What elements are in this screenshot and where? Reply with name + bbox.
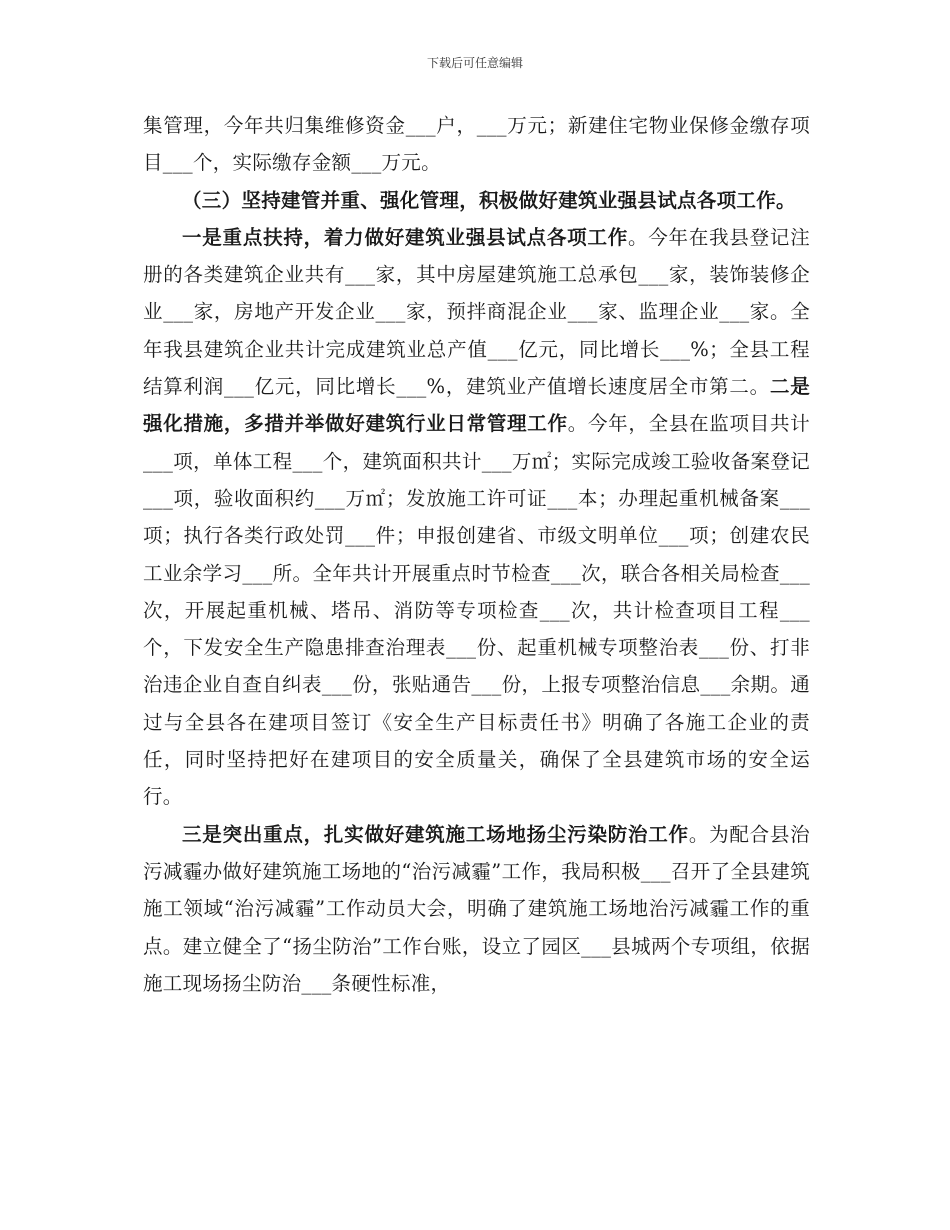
bold-lead-3: 三是突出重点，扎实做好建筑施工场地扬尘污染防治工作 <box>182 822 689 846</box>
paragraph-continuation: 集管理，今年共归集维修资金___户，___万元；新建住宅物业保修金缴存项目___个，实际缴存金额___万元。 <box>143 114 810 175</box>
paragraph-text-3: 。为配合县治污减霾办做好建筑施工场地的“治污减霾”工作，我局积极___召开了全县建筑施工领域“治污减霾”工作动员大会，明确了建筑施工场地治污减霾工作的重点。建立健全了“扬尘防治”工作台账，设立了园区___县城两个专项组，依据施工现场扬尘防治___条硬性标准， <box>143 822 810 995</box>
paragraph-text-1: 。今年在我县登记注册的各类建筑企业共有___家，其中房屋建筑施工总承包___家，装饰装修企业___家，房地产开发企业___家，预拌商混企业___家、监理企业___家。全年我县建筑企业共计完成建筑业总产值___亿元，同比增长___%；全县工程结算利润___亿元，同比增长___%，建筑业产值增长速度居全市第二。 <box>143 225 810 399</box>
document-body <box>143 107 810 1002</box>
paragraph-key-support <box>143 219 810 816</box>
bold-lead-1: 一是重点扶持，着力做好建筑业强县试点各项工作 <box>182 225 629 249</box>
paragraph-text-2: 。今年，全县在监项目共计___项，单体工程___个，建筑面积共计___万㎡；实际完成竣工验收备案登记___项，验收面积约___万㎡；发放施工许可证___本；办理起重机械备案___项；执行各类行政处罚___件；申报创建省、市级文明单位___项；创建农民工业余学习___所。全年共计开展重点时节检查___次，联合各相关局检查___次，开展起重机械、塔吊、消防等专项检查___次，共计检查项目工程___个，下发安全生产隐患排查治理表___份、起重机械专项整治表___份、打非治违企业自查自纠表___份，张贴通告___份，上报专项整治信息___余期。通过与全县各在建项目签订《安全生产目标责任书》明确了各施工企业的责任，同时坚持把好在建项目的安全质量关，确保了全县建筑市场的安全运行。 <box>143 412 810 809</box>
bold-lead-2: 二是强化措施，多措并举做好建筑行业日常管理工作 <box>143 375 810 436</box>
page-header: 下载后可任意编辑 <box>426 56 523 70</box>
paragraph-dust-control <box>143 816 810 1002</box>
section-heading <box>143 182 810 219</box>
section-heading-text: （三）坚持建管并重、强化管理，积极做好建筑业强县试点各项工作。 <box>182 188 796 212</box>
